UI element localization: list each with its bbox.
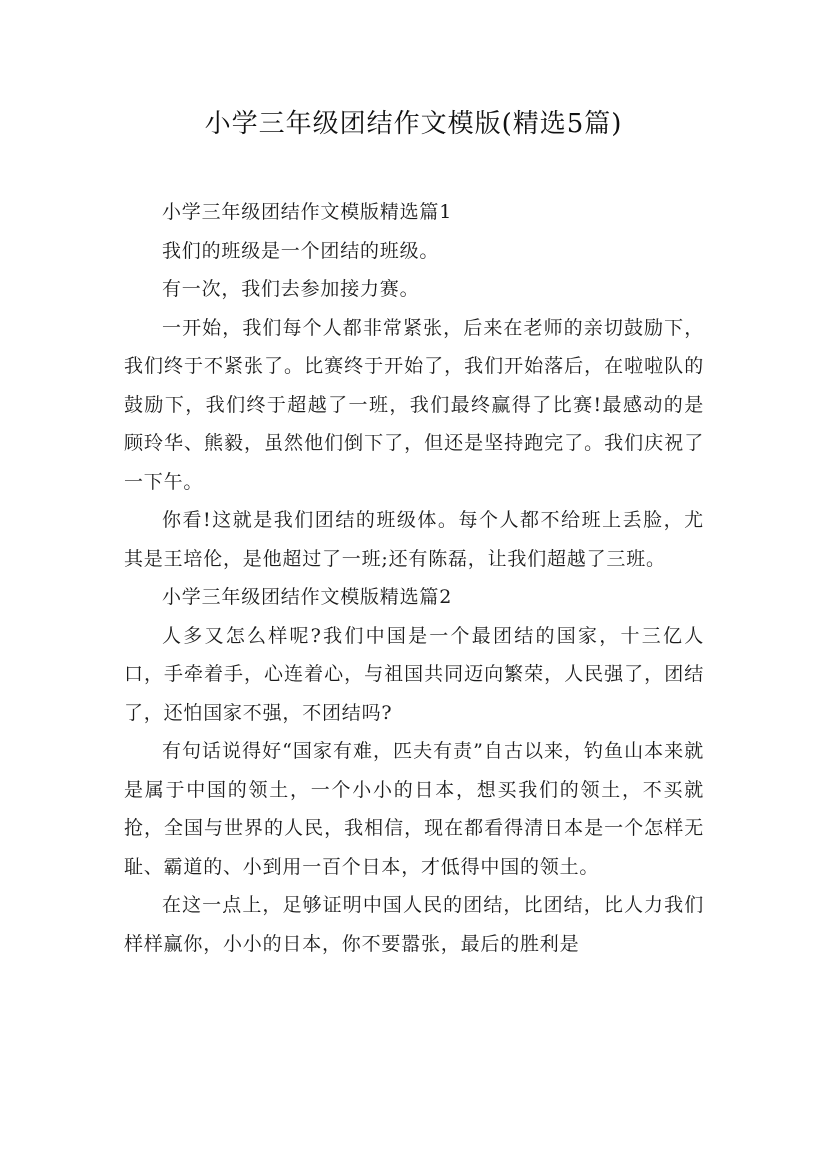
paragraph: 你看!这就是我们团结的班级体。每个人都不给班上丢脸，尤其是王培伦，是他超过了一班;还有陈磊，让我们超越了三班。 <box>124 509 704 570</box>
document-title: 小学三年级团结作文模版(精选5篇) <box>204 109 623 139</box>
section-heading-2: 小学三年级团结作文模版精选篇2 <box>162 586 453 608</box>
document-body <box>124 193 704 963</box>
paragraph: 有一次，我们去参加接力赛。 <box>162 278 420 300</box>
paragraph: 在这一点上，足够证明中国人民的团结，比团结，比人力我们样样赢你，小小的日本，你不要嚣张，最后的胜利是 <box>124 894 704 955</box>
section-heading-1: 小学三年级团结作文模版精选篇1 <box>162 201 453 223</box>
paragraph: 人多又怎么样呢?我们中国是一个最团结的国家，十三亿人口，手牵着手，心连着心，与祖国共同迈向繁荣，人民强了，团结了，还怕国家不强，不团结吗? <box>124 624 704 724</box>
paragraph: 有句话说得好“国家有难，匹夫有责”自古以来，钓鱼山本来就是属于中国的领土，一个小小的日本，想买我们的领土，不买就抢，全国与世界的人民，我相信，现在都看得清日本是一个怎样无耻、霸道的、小到用一百个日本，才低得中国的领土。 <box>124 740 704 878</box>
paragraph: 我们的班级是一个团结的班级。 <box>162 239 440 262</box>
paragraph: 一开始，我们每个人都非常紧张，后来在老师的亲切鼓励下，我们终于不紧张了。比赛终于开始了，我们开始落后，在啦啦队的鼓励下，我们终于超越了一班，我们最终赢得了比赛!最感动的是顾玲华、熊毅，虽然他们倒下了，但还是坚持跑完了。我们庆祝了一下午。 <box>124 316 704 493</box>
